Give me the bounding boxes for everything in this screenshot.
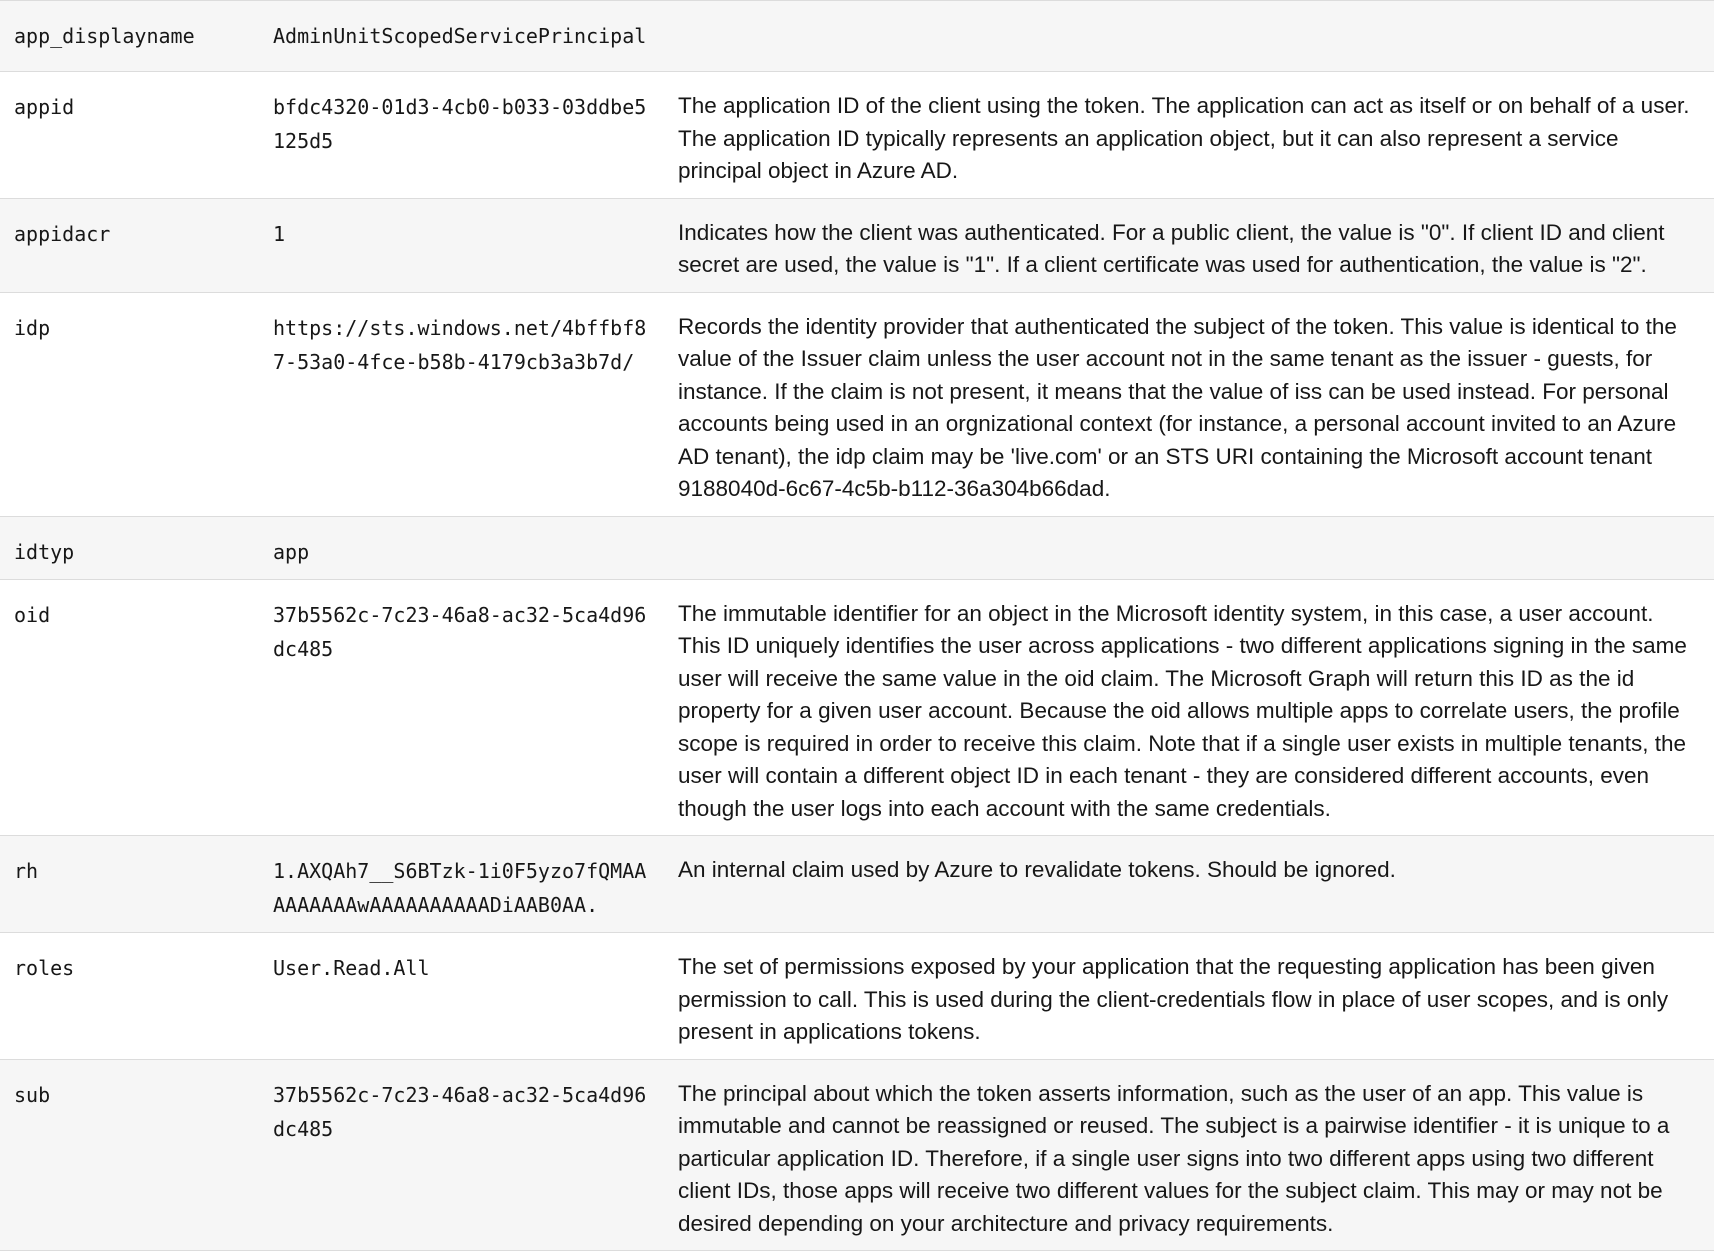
claim-value: app: [273, 539, 310, 564]
claim-value: 1.AXQAh7__S6BTzk-1i0F5yzo7fQMAAAAAAAAAwAAAAAAAAAADiAAB0AA.: [273, 859, 647, 917]
claim-name: idtyp: [14, 539, 75, 564]
claim-description: The set of permissions exposed by your application that the requesting application has been given permission to call. This is used during the client-credentials flow in place of user scopes, and is only present in applications tokens.: [678, 954, 1669, 1044]
table-row: [0, 836, 1714, 933]
table-row: [0, 516, 1714, 579]
claims-table-body: [0, 1, 1714, 1251]
table-row: [0, 933, 1714, 1060]
claim-description: Indicates how the client was authenticated. For a public client, the value is "0". If client ID and client secret are used, the value is "1". If a client certificate was used for authentication, the value is "2".: [678, 219, 1665, 277]
table-row: [0, 1059, 1714, 1251]
claim-value: 1: [273, 221, 286, 246]
claim-name: sub: [14, 1082, 51, 1107]
claim-value: AdminUnitScopedServicePrincipal: [273, 24, 647, 48]
claim-name: roles: [14, 956, 75, 980]
claim-name: appid: [14, 95, 75, 119]
table-row: [0, 198, 1714, 292]
claim-description: An internal claim used by Azure to revalidate tokens. Should be ignored.: [678, 857, 1396, 882]
claim-value: User.Read.All: [273, 956, 430, 980]
claim-description: The immutable identifier for an object in the Microsoft identity system, in this case, a user account. This ID uniquely identifies the user across applications - two different applications signing in the same user will receive the same value in the oid claim. The Microsoft Graph will return this ID as the id property for a given user account. Because the oid allows multiple apps to correlate users, the profile scope is required in order to receive this claim. Note that if a single user exists in multiple tenants, the user will contain a different object ID in each tenant - they are considered different accounts, even though the user logs into each account with the same credentials.: [678, 600, 1687, 821]
claim-description: The principal about which the token asserts information, such as the user of an app. This value is immutable and cannot be reassigned or reused. The subject is a pairwise identifier - it is unique to a particular application ID. Therefore, if a single user signs into two different apps using two different client IDs, those apps will receive two different values for the subject claim. This may or may not be desired depending on your architecture and privacy requirements.: [678, 1080, 1670, 1236]
claim-name: appidacr: [14, 221, 111, 246]
claim-description: [664, 516, 1714, 579]
table-row: [0, 72, 1714, 199]
table-row: [0, 1, 1714, 72]
claim-value: 37b5562c-7c23-46a8-ac32-5ca4d96dc485: [273, 1082, 647, 1141]
claim-name: oid: [14, 602, 51, 627]
claim-name: rh: [14, 859, 39, 883]
table-row: [0, 579, 1714, 836]
claim-description: Records the identity provider that authenticated the subject of the token. This value is identical to the value of the Issuer claim unless the user account not in the same tenant as the issuer - guests, for instance. If the claim is not present, it means that the value of iss can be used instead. For personal accounts being used in an orgnizational context (for instance, a personal account invited to an Azure AD tenant), the idp claim may be 'live.com' or an STS URI containing the Microsoft account tenant 9188040d-6c67-4c5b-b112-36a304b66dad.: [678, 313, 1677, 501]
claim-description: [664, 1, 1714, 72]
claim-name: app_displayname: [14, 24, 195, 48]
claim-value: 37b5562c-7c23-46a8-ac32-5ca4d96dc485: [273, 602, 647, 661]
table-row: [0, 292, 1714, 516]
claim-value: https://sts.windows.net/4bffbf87-53a0-4fce-b58b-4179cb3a3b7d/: [273, 315, 647, 374]
claim-name: idp: [14, 315, 51, 340]
claim-value: bfdc4320-01d3-4cb0-b033-03ddbe5125d5: [273, 95, 647, 153]
claim-description: The application ID of the client using the token. The application can act as itself or on behalf of a user. The application ID typically represents an application object, but it can also represent a service principal object in Azure AD.: [678, 93, 1690, 183]
